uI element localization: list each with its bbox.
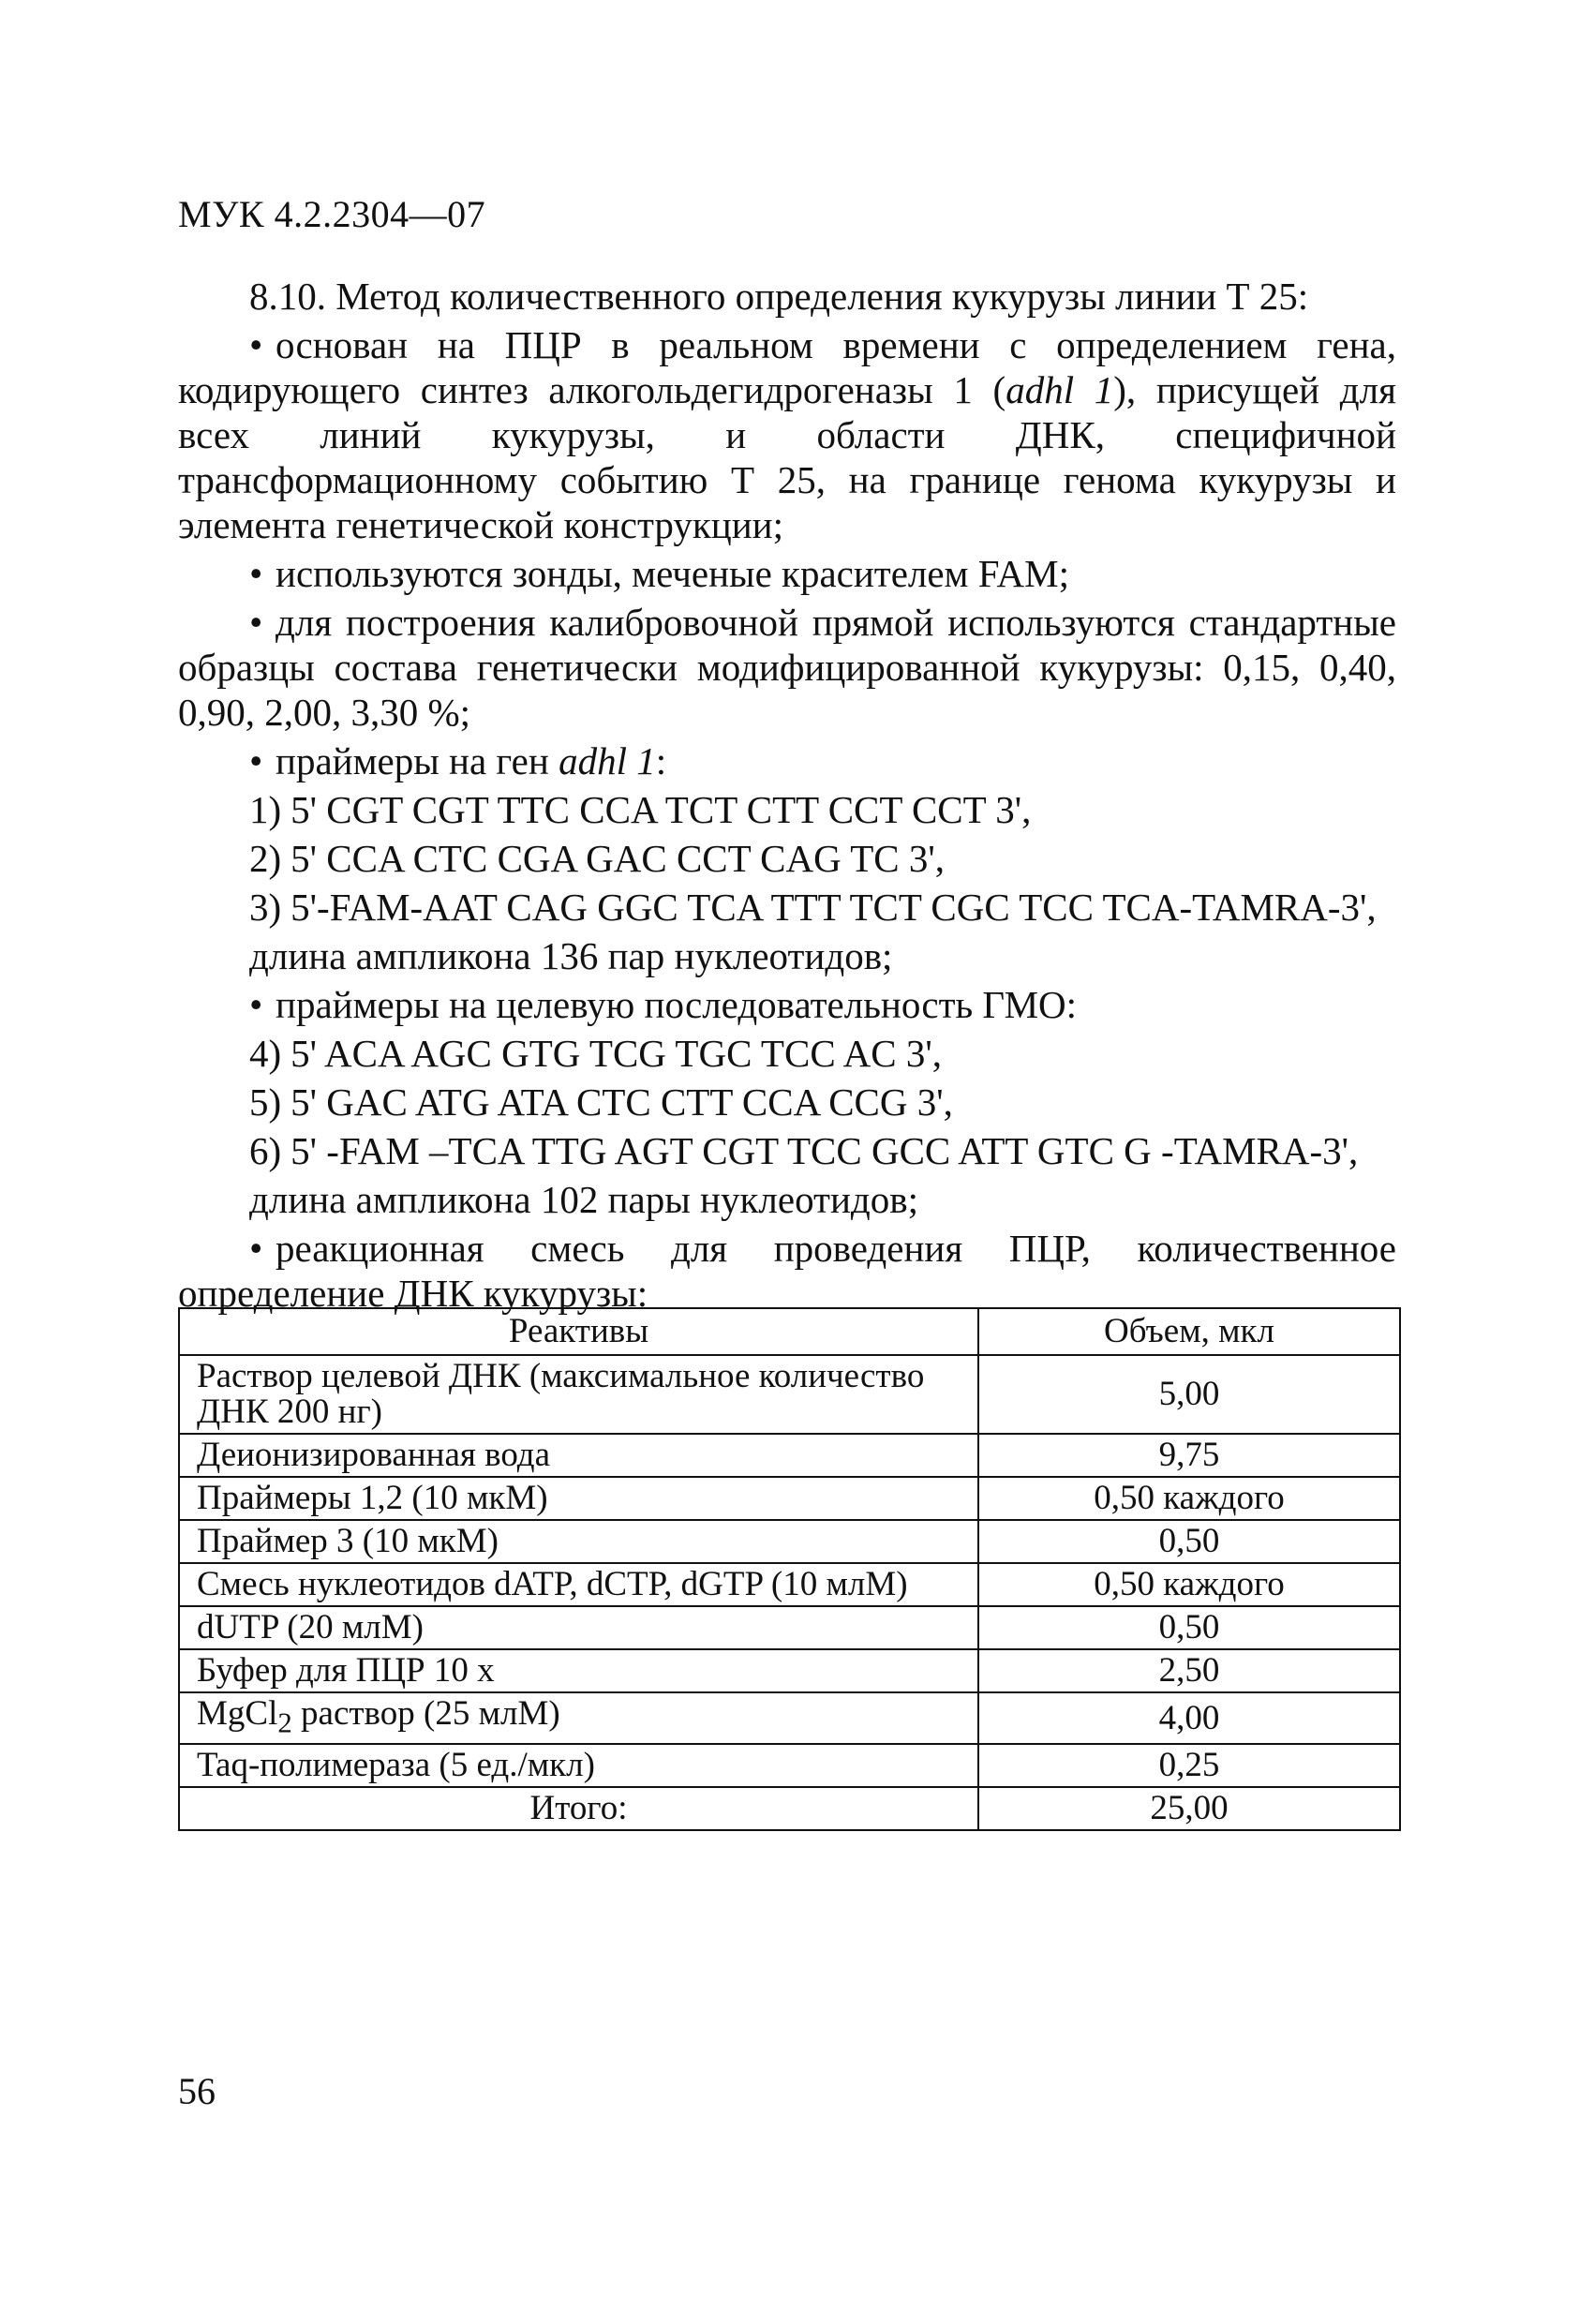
- document-body: [178, 274, 1396, 1319]
- total-label: Итого:: [179, 1787, 978, 1830]
- table-row: [179, 1355, 1400, 1434]
- volume-cell: 0,50: [978, 1606, 1400, 1649]
- reagent-cell: Праймеры 1,2 (10 мкМ): [179, 1477, 978, 1520]
- volume-cell: 4,00: [978, 1692, 1400, 1744]
- table-row: [179, 1649, 1400, 1692]
- bullet-primers-adh: [178, 738, 1396, 783]
- primer-seq: 5' CCA CTC CGA GAC CCT CAG TC 3',: [290, 837, 946, 880]
- amplicon-length: длина ампликона 136 пар нуклеотидов;: [249, 934, 893, 977]
- volume-cell: 0,50 каждого: [978, 1563, 1400, 1606]
- bullet-calibration: • для построения калибровочной прямой используются стандартные образцы состава генетически модифицированной кукурузы: 0,15, 0,40, 0,90, 2,00, 3,30 %;: [178, 600, 1396, 735]
- volume-cell: 0,25: [978, 1744, 1400, 1787]
- volume-cell: 9,75: [978, 1434, 1400, 1477]
- gene-name: adhl 1: [1006, 368, 1114, 411]
- section-title: 8.10. Метод количественного определения кукурузы линии Т 25:: [249, 275, 1309, 318]
- table-row: [179, 1744, 1400, 1787]
- primer-sequence: [178, 1128, 1396, 1173]
- bullet-probes: • используются зонды, меченые красителем FAM;: [178, 551, 1396, 596]
- primer-seq: 5' CGT CGT TTC CCA TCT CTT CCT CCT 3',: [290, 788, 1032, 831]
- reagent-cell: Раствор целевой ДНК (максимальное количество ДНК 200 нг): [179, 1355, 978, 1434]
- bullet-method-basis: [178, 322, 1396, 547]
- table-row: [179, 1606, 1400, 1649]
- table-row: [179, 1692, 1400, 1744]
- table-row: [179, 1477, 1400, 1520]
- formula-base: MgCl: [197, 1694, 278, 1733]
- primer-number: 4): [249, 1032, 282, 1075]
- column-header-reagents: Реактивы: [179, 1308, 978, 1355]
- volume-cell: 2,50: [978, 1649, 1400, 1692]
- reagent-cell: Праймер 3 (10 мкМ): [179, 1520, 978, 1563]
- reagent-cell: Буфер для ПЦР 10 х: [179, 1649, 978, 1692]
- reagent-cell: Taq-полимераза (5 ед./мкл): [179, 1744, 978, 1787]
- table-total-row: [179, 1787, 1400, 1830]
- primer-number: 3): [249, 886, 282, 929]
- reagent-cell: Деионизированная вода: [179, 1434, 978, 1477]
- total-value: 25,00: [978, 1787, 1400, 1830]
- page-number: 56: [178, 2070, 216, 2112]
- table-row: [179, 1520, 1400, 1563]
- gene-name: adhl 1: [559, 739, 656, 782]
- table-row: [179, 1434, 1400, 1477]
- primer-number: 5): [249, 1080, 282, 1124]
- primer-seq: 5' GAC ATG ATA CTC CTT CCA CCG 3',: [290, 1080, 953, 1124]
- bullet-reaction-mix: • реакционная смесь для проведения ПЦР, количественное определение ДНК кукурузы:: [178, 1226, 1396, 1316]
- volume-cell: 0,50: [978, 1520, 1400, 1563]
- page-header: МУК 4.2.2304—07: [178, 193, 486, 235]
- volume-cell: 5,00: [978, 1355, 1400, 1434]
- reagent-text: раствор (25 млМ): [291, 1694, 560, 1733]
- primer-sequence: [178, 1031, 1396, 1076]
- primer-seq: 5' -FAM –TCA TTG AGT CGT TCC GCC ATT GTC G -TAMRA-3',: [290, 1129, 1359, 1172]
- primer-number: 6): [249, 1129, 282, 1172]
- reagent-cell: dUTP (20 млМ): [179, 1606, 978, 1649]
- primer-seq: 5' ACA AGC GTG TCG TGC TCC AC 3',: [290, 1032, 942, 1075]
- bullet-primers-gmo: • праймеры на целевую последовательность ГМО:: [178, 982, 1396, 1027]
- primer-sequence: [178, 787, 1396, 832]
- bullet-text: основан на ПЦР в реальном времени с определением гена, кодирующего синтез алкогольдегидрогеназы 1 (: [178, 323, 1396, 411]
- bullet-text: ), присущей для всех линий кукурузы, и области ДНК, специфичной трансформационному событию Т 25, на границе генома кукурузы и элемента генетической конструкции;: [178, 368, 1396, 546]
- volume-cell: 0,50 каждого: [978, 1477, 1400, 1520]
- primer-sequence: [178, 885, 1396, 930]
- table-row: [179, 1563, 1400, 1606]
- primer-seq: 5'-FAM-AAT CAG GGC TCA TTT TCT CGC TCC TCA-TAMRA-3',: [290, 886, 1377, 929]
- reagent-cell: [179, 1692, 978, 1744]
- table-header-row: [179, 1308, 1400, 1355]
- primer-number: 1): [249, 788, 282, 831]
- bullet-text: :: [655, 739, 667, 782]
- reagents-table: [178, 1307, 1401, 1831]
- primer-number: 2): [249, 837, 282, 880]
- amplicon-length: длина ампликона 102 пары нуклеотидов;: [249, 1178, 918, 1221]
- reagent-cell: Смесь нуклеотидов dATP, dCTP, dGTP (10 млМ): [179, 1563, 978, 1606]
- bullet-text: праймеры на ген: [276, 739, 559, 782]
- column-header-volume: Объем, мкл: [978, 1308, 1400, 1355]
- formula-subscript: 2: [277, 1706, 292, 1739]
- primer-sequence: [178, 836, 1396, 881]
- primer-sequence: [178, 1080, 1396, 1125]
